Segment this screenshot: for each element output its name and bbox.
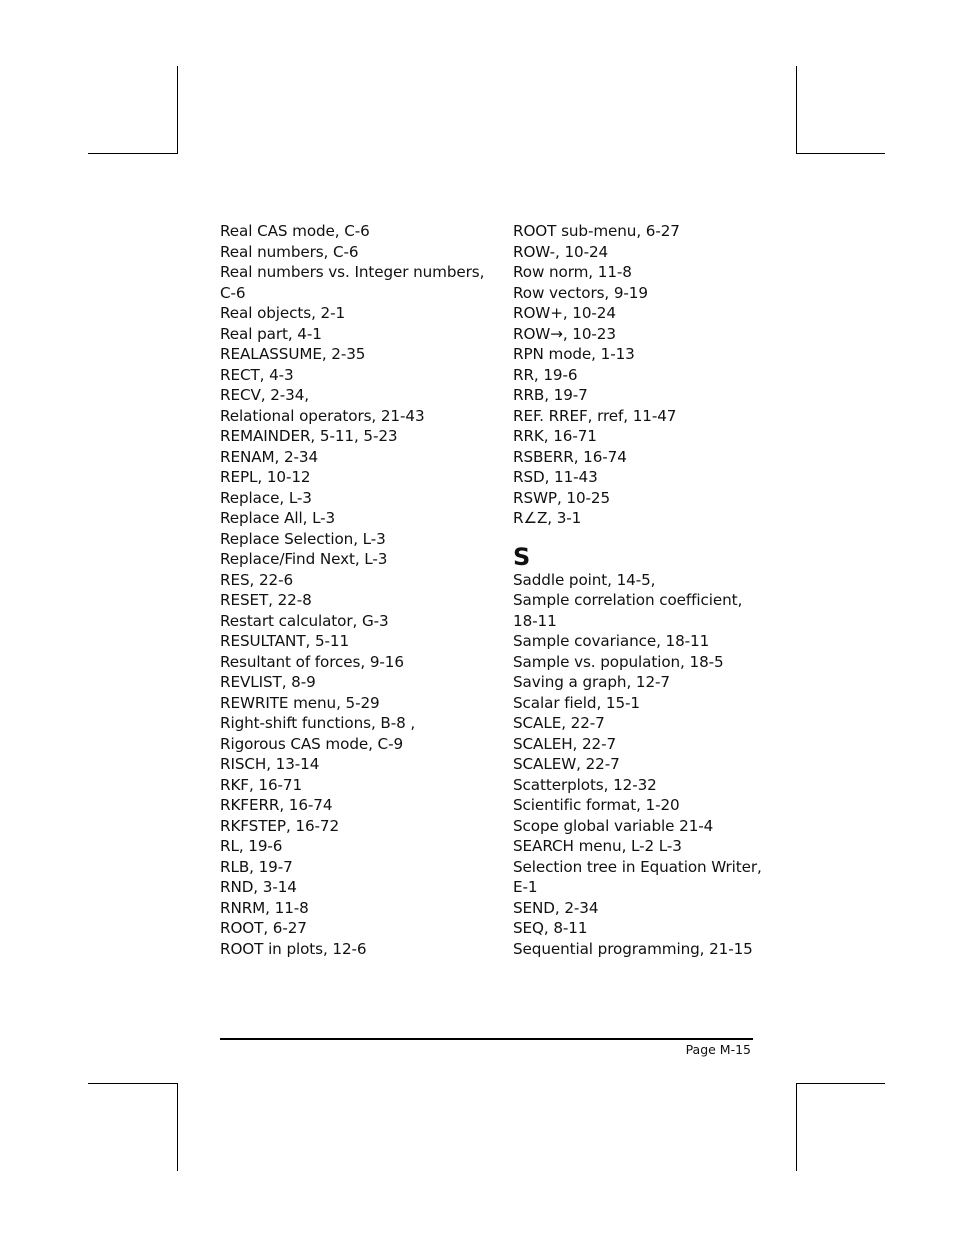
page-number: Page M-15 (685, 1042, 751, 1057)
crop-mark-top-left-horizontal (88, 153, 177, 154)
index-entry: Scatterplots, 12-32 (513, 775, 657, 794)
index-entry: RLB, 19-7 (220, 857, 293, 876)
index-entry: REMAINDER, 5-11, 5-23 (220, 427, 398, 445)
index-entry: Replace Selection, L-3 (220, 529, 386, 548)
index-entry: RND, 3-14 (220, 878, 297, 896)
index-entry: SEQ, 8-11 (513, 919, 588, 937)
index-group-s (513, 570, 763, 960)
index-entry: RNRM, 11-8 (220, 898, 309, 917)
index-entry: Rigorous CAS mode, C-9 (220, 734, 404, 753)
index-entry: RECV, 2-34, (220, 386, 309, 404)
index-entry: RSWP, 10-25 (513, 488, 611, 507)
crop-mark-bottom-right-vertical (796, 1083, 797, 1171)
index-entry: RISCH, 13-14 (220, 755, 320, 773)
index-entry: Real numbers vs. Integer numbers, (220, 263, 485, 281)
index-entry: REWRITE menu, 5-29 (220, 693, 380, 712)
crop-mark-top-right-vertical (796, 66, 797, 154)
index-entry: ROW+, 10-24 (513, 304, 616, 322)
index-entry: ROOT in plots, 12-6 (220, 939, 367, 958)
index-entry: RRB, 19-7 (513, 386, 588, 404)
index-entry: SCALE, 22-7 (513, 714, 605, 732)
index-entry: RPN mode, 1-13 (513, 345, 635, 363)
index-entry: Real objects, 2-1 (220, 304, 346, 322)
crop-mark-bottom-right-horizontal (796, 1083, 885, 1084)
index-entry: ROOT sub-menu, 6-27 (513, 222, 680, 240)
index-entry: ROOT, 6-27 (220, 919, 307, 937)
index-entry: RKFSTEP, 16-72 (220, 816, 340, 835)
index-entry: Sample covariance, 18-11 (513, 632, 710, 650)
index-entry: Row vectors, 9-19 (513, 283, 648, 302)
index-entry: Saving a graph, 12-7 (513, 673, 670, 691)
index-entry: Saddle point, 14-5, (513, 570, 656, 589)
index-entry: RKF, 16-71 (220, 775, 303, 794)
index-entry: REF. RREF, rref, 11-47 (513, 406, 677, 425)
index-entry: RR, 19-6 (513, 365, 578, 384)
index-entry: Replace All, L-3 (220, 509, 336, 527)
index-entry: SEND, 2-34 (513, 898, 599, 917)
index-entry: Sequential programming, 21-15 (513, 939, 753, 958)
section-heading-s: S (513, 542, 531, 571)
crop-mark-top-right-horizontal (796, 153, 885, 154)
index-entry: E-1 (513, 878, 538, 896)
index-column-right (513, 221, 763, 959)
index-entry: RESULTANT, 5-11 (220, 632, 350, 650)
crop-mark-top-left-vertical (177, 66, 178, 154)
index-entry: REVLIST, 8-9 (220, 673, 316, 691)
index-entry: R∠Z, 3-1 (513, 509, 582, 527)
index-entry: Real numbers, C-6 (220, 242, 359, 261)
index-entry: Selection tree in Equation Writer, (513, 857, 762, 876)
index-entry: Relational operators, 21-43 (220, 406, 425, 425)
index-entry: Scientific format, 1-20 (513, 796, 680, 814)
index-entry: ROW-, 10-24 (513, 242, 609, 261)
index-entry: Sample vs. population, 18-5 (513, 652, 724, 671)
index-entry: RKFERR, 16-74 (220, 796, 333, 814)
index-entry: Scope global variable 21-4 (513, 816, 714, 835)
index-entry: SEARCH menu, L-2 L-3 (513, 837, 682, 855)
index-entry: Replace/Find Next, L-3 (220, 550, 388, 568)
index-entry: RESET, 22-8 (220, 591, 312, 609)
index-entry: Sample correlation coefficient, (513, 591, 743, 609)
index-entry: 18-11 (513, 611, 557, 630)
index-column-left (220, 221, 490, 959)
index-entry: Real CAS mode, C-6 (220, 222, 370, 240)
index-entry: RSD, 11-43 (513, 468, 598, 486)
index-entry: RSBERR, 16-74 (513, 447, 627, 466)
index-entry: SCALEH, 22-7 (513, 734, 617, 753)
crop-mark-bottom-left-horizontal (88, 1083, 177, 1084)
footer-rule (220, 1038, 753, 1040)
index-entry: Real part, 4-1 (220, 324, 322, 343)
index-entry: Replace, L-3 (220, 488, 312, 507)
index-entry: REPL, 10-12 (220, 468, 311, 486)
index-entry: RENAM, 2-34 (220, 447, 319, 466)
index-entry: Right-shift functions, B-8 , (220, 714, 416, 732)
index-entry: ROW→, 10-23 (513, 324, 616, 343)
index-entry: REALASSUME, 2-35 (220, 345, 366, 363)
index-entry: RRK, 16-71 (513, 427, 597, 445)
index-entry: RL, 19-6 (220, 837, 283, 855)
index-entry: Resultant of forces, 9-16 (220, 652, 404, 671)
index-entry: Scalar field, 15-1 (513, 693, 640, 712)
index-group-r (513, 221, 763, 529)
crop-mark-bottom-left-vertical (177, 1083, 178, 1171)
index-entry: RES, 22-6 (220, 570, 294, 589)
index-entry: Restart calculator, G-3 (220, 611, 389, 630)
index-entry: Row norm, 11-8 (513, 263, 632, 281)
index-entry: SCALEW, 22-7 (513, 755, 620, 773)
index-entry: C-6 (220, 283, 246, 302)
index-entry: RECT, 4-3 (220, 365, 294, 384)
